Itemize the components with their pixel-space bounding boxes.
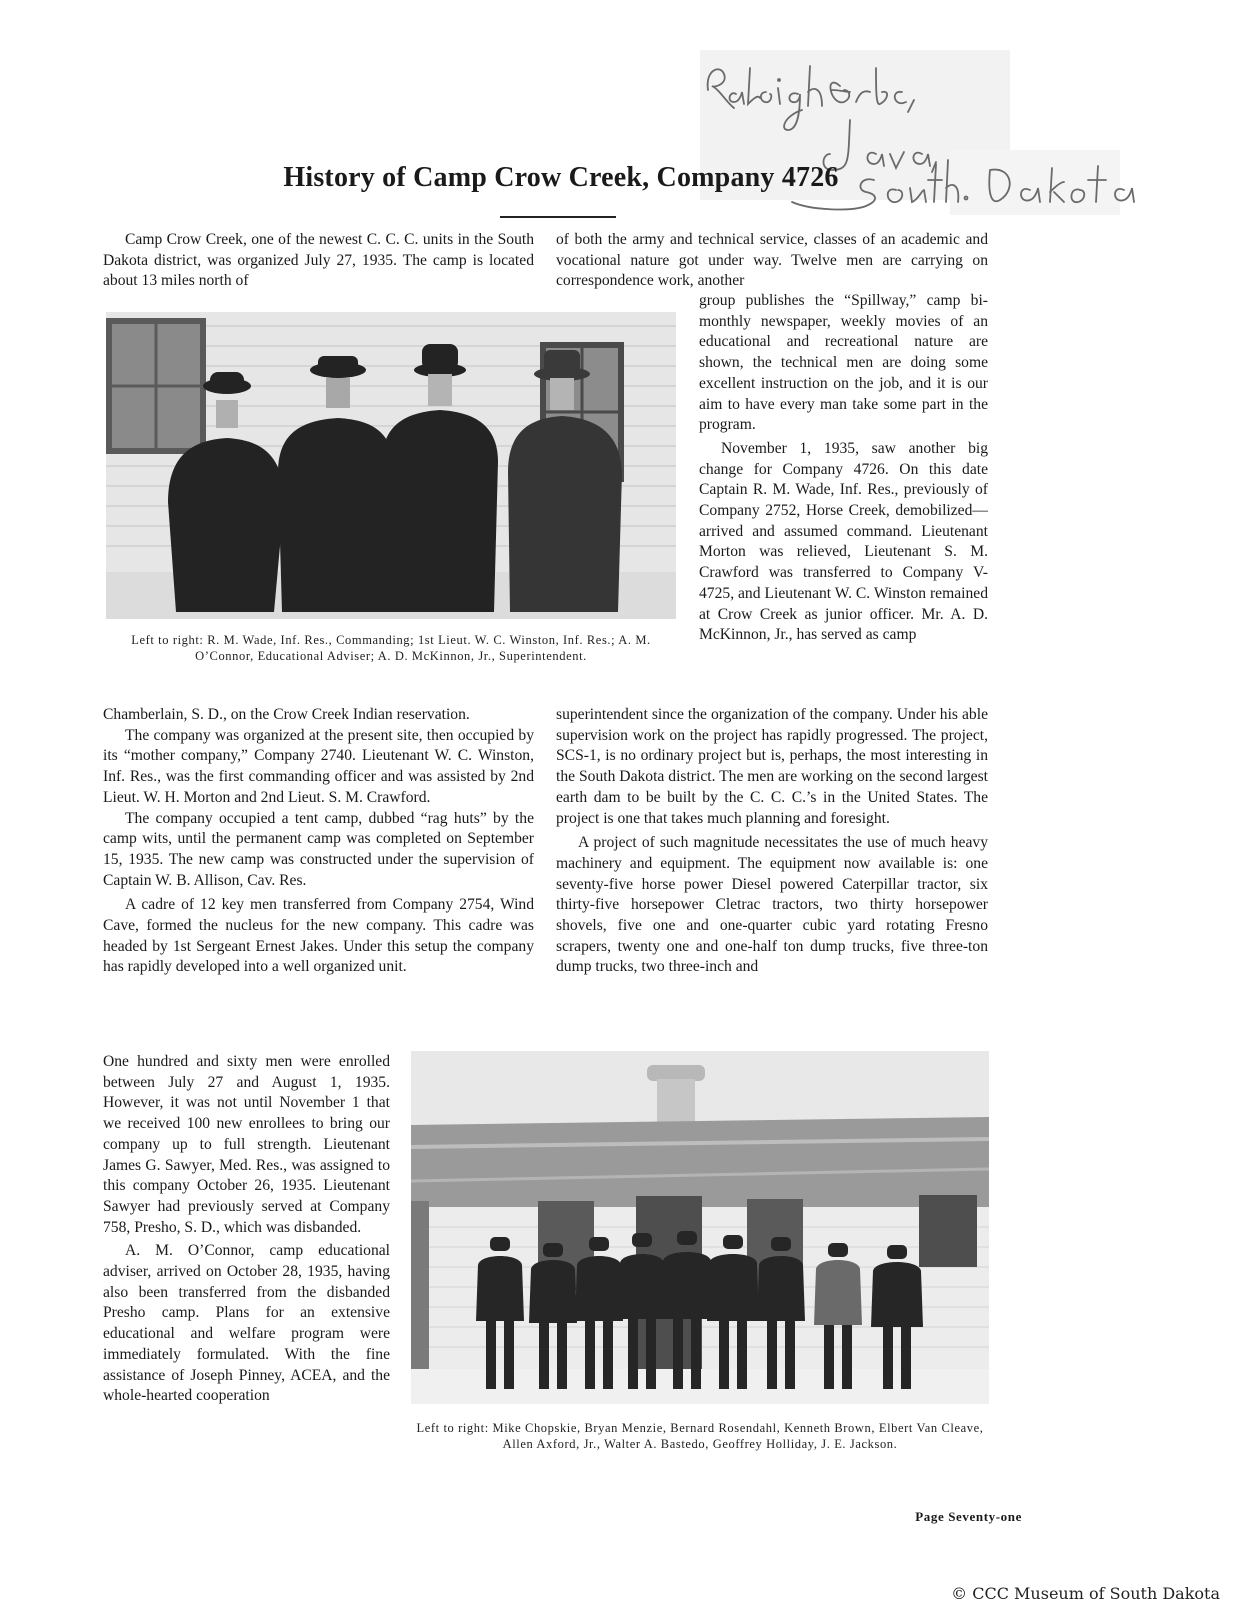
paragraph: superintendent since the organization of the company. Under his able supervision work on the project has rapidly progressed. The project, SCS-1, is no ordinary project but is, perhaps, the most interesting in the South Dakota district. The men are working on the second largest earth dam to be built by the C. C. C.’s in the United States. The project is one that takes much planning and foresight. — [556, 706, 988, 827]
officers-photo — [106, 312, 676, 619]
title-divider — [500, 216, 616, 218]
col2-top-text — [556, 230, 988, 292]
group-photo-caption: Left to right: Mike Chopskie, Bryan Menzie, Bernard Rosendahl, Kenneth Brown, Elbert Van Cleave, Allen Axford, Jr., Walter A. Bastedo, Geoffrey Holliday, J. E. Jackson. — [416, 1421, 984, 1451]
copyright-notice: © CCC Museum of South Dakota — [951, 1584, 1220, 1603]
group-photo — [411, 1051, 989, 1404]
paragraph: A. M. O’Connor, camp educational adviser, arrived on October 28, 1935, having also been transferred from the disbanded Presho camp. Plans for an extensive educational and welfare program were immediately formulated. With the fine assistance of Joseph Pinney, ACEA, and the whole-hearted cooperation — [103, 1242, 390, 1405]
paragraph: A project of such magnitude necessitates the use of much heavy machinery and equipment. The equipment now available is: one seventy-five horse power Diesel powered Caterpillar tractor, six thirty-five horsepower Cletrac tractors, two thirty horsepower shovels, five one and one-quarter cubic yard rotating Fresno scrapers, twenty one and one-half ton dump trucks, five three-ton dump trucks, two three-inch and — [556, 834, 988, 976]
officers-photo-caption: Left to right: R. M. Wade, Inf. Res., Commanding; 1st Lieut. W. C. Winston, Inf. Res.; A. M. O’Connor, Educational Adviser; A. D. McKinnon, Jr., Superintendent. — [131, 633, 651, 663]
page-number-label: Page Seventy-one — [915, 1509, 1022, 1524]
paragraph: of both the army and technical service, classes of an academic and vocational nature got under way. Twelve men are carrying on correspondence work, another — [556, 231, 988, 290]
paragraph: Camp Crow Creek, one of the newest C. C. C. units in the South Dakota district, was organized July 27, 1935. The camp is located about 13 miles north of — [103, 231, 534, 290]
paragraph: One hundred and sixty men were enrolled between July 27 and August 1, 1935. However, it was not until November 1 that we received 100 new enrollees to bring our company up to full strength. Lieutenant James G. Sawyer, Med. Res., was assigned to this company October 26, 1935. Lieutenant Sawyer had previously served at Company 758, Presho, S. D., which was disbanded. — [103, 1053, 390, 1236]
article-title: History of Camp Crow Creek, Company 4726 — [283, 162, 839, 193]
col1-low-text — [103, 1052, 390, 1407]
paragraph: A cadre of 12 key men transferred from Company 2754, Wind Cave, formed the nucleus for the new company. This cadre was headed by 1st Sergeant Ernest Jakes. Under this setup the company has rapidly developed into a well organized unit. — [103, 896, 534, 976]
col1-mid-text — [103, 705, 534, 978]
paragraph: Chamberlain, S. D., on the Crow Creek Indian reservation. — [103, 706, 470, 723]
handwritten-address — [700, 50, 1150, 220]
paragraph: The company was organized at the present site, then occupied by its “mother company,” Company 2740. Lieutenant W. C. Winston, Inf. Res., was the first commanding officer and was assisted by 2nd Lieut. W. H. Morton and 2nd Lieut. S. M. Crawford. — [103, 726, 534, 806]
col2-right-text — [699, 291, 988, 646]
paragraph: November 1, 1935, saw another big change for Company 4726. On this date Captain R. M. Wade, Inf. Res., previously of Company 2752, Horse Creek, demobilized—arrived and assumed command. Lieutenant Morton was relieved, Lieutenant S. M. Crawford was transferred to Company V-4725, and Lieutenant W. C. Winston remained at Crow Creek as junior officer. Mr. A. D. McKinnon, Jr., has served as camp — [699, 439, 988, 644]
paragraph: The company occupied a tent camp, dubbed “rag huts” by the camp wits, until the permanent camp was completed on September 15, 1935. The new camp was constructed under the supervision of Captain W. B. Allison, Cav. Res. — [103, 809, 534, 889]
col2-mid-text — [556, 705, 988, 978]
paragraph: group publishes the “Spillway,” camp bi-monthly newspaper, weekly movies of an educational and recreational nature are shown, the technical men are doing some excellent instruction on the job, and it is our aim to have every man take some part in the program. — [699, 292, 988, 434]
col1-top-text — [103, 230, 534, 292]
